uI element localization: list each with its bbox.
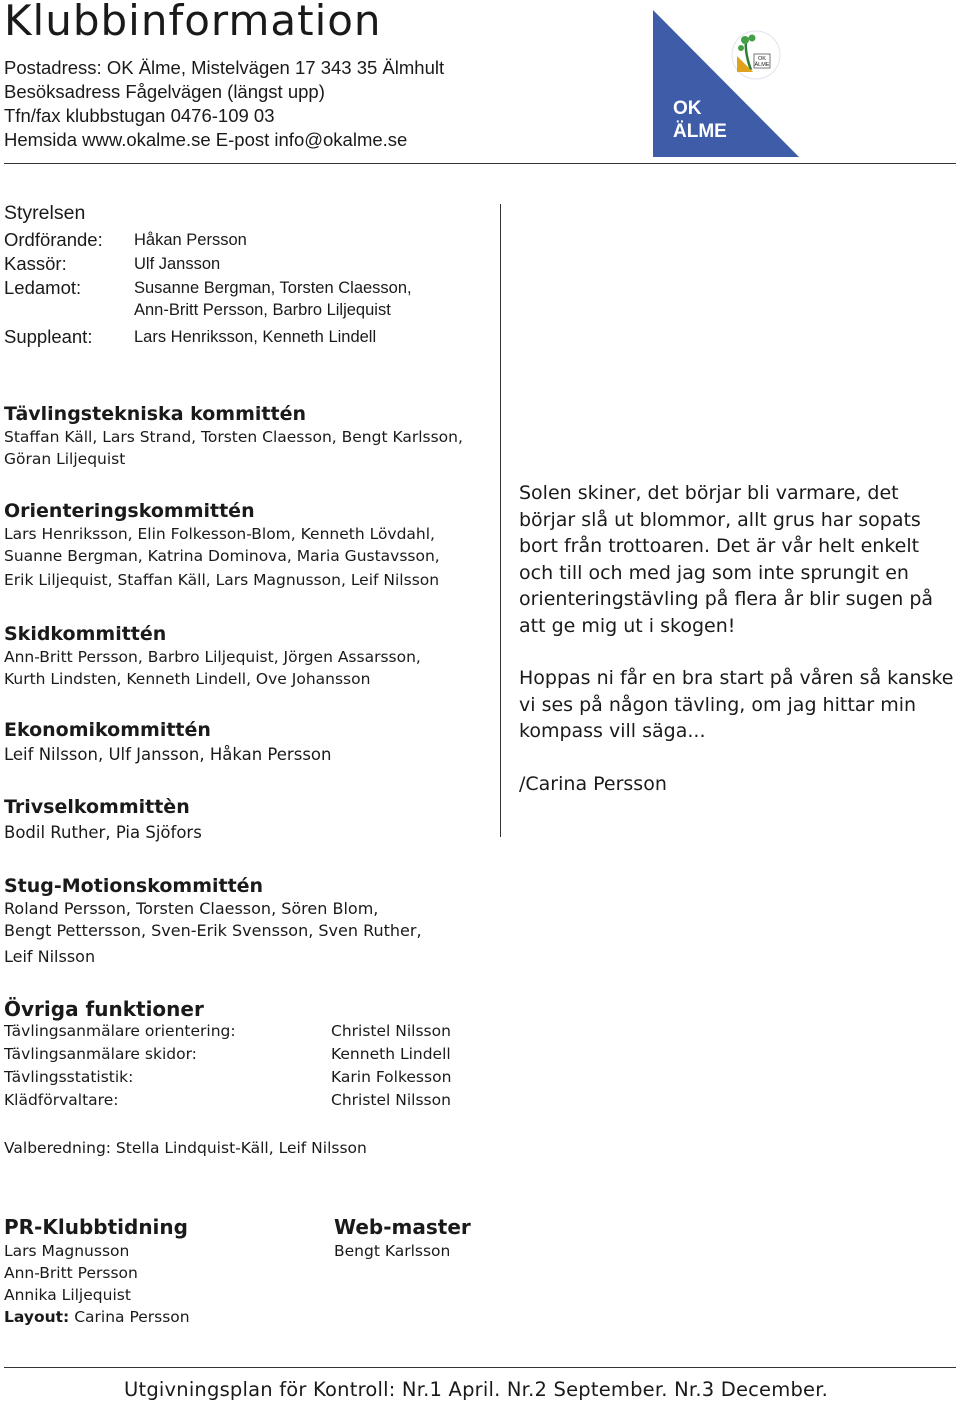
committee-line: Leif Nilsson, Ulf Jansson, Håkan Persson	[4, 745, 332, 764]
board-heading: Styrelsen	[4, 202, 86, 224]
column-divider	[500, 204, 501, 837]
note-signature: /Carina Persson	[519, 772, 667, 795]
committee-line: Erik Liljequist, Staffan Käll, Lars Magnusson, Leif Nilsson	[4, 571, 440, 589]
committee-heading: Tävlingstekniska kommittén	[4, 403, 306, 425]
committee-line: Suanne Bergman, Katrina Dominova, Maria Gustavsson,	[4, 547, 440, 565]
committee-tavling	[4, 403, 463, 470]
valberedning-line: Valberedning: Stella Lindquist-Käll, Leif Nilsson	[4, 1139, 367, 1157]
role-name: Karin Folkesson	[331, 1068, 452, 1086]
logo-badge-text1: OK	[758, 56, 766, 62]
pr-heading: PR-Klubbtidning	[4, 1215, 188, 1239]
club-logo	[653, 10, 799, 157]
pr-member: Lars Magnusson	[4, 1242, 130, 1260]
committee-heading: Ekonomikommittén	[4, 719, 211, 741]
pr-section	[4, 1215, 190, 1328]
pr-member: Annika Liljequist	[4, 1286, 131, 1304]
committee-stug	[4, 875, 422, 968]
committee-skid	[4, 623, 421, 690]
committee-line: Roland Persson, Torsten Claesson, Sören Blom,	[4, 899, 379, 918]
web-email-line: Hemsida www.okalme.se E-post info@okalme.se	[4, 129, 408, 150]
visit-address: Besöksadress Fågelvägen (längst upp)	[4, 81, 325, 102]
postal-address: Postadress: OK Älme, Mistelvägen 17 343 35 Älmhult	[4, 57, 445, 78]
footer-divider	[4, 1367, 956, 1368]
committee-line: Göran Liljequist	[4, 450, 126, 468]
editor-note	[519, 480, 959, 823]
publication-plan: Utgivningsplan för Kontroll: Nr.1 April. Nr.2 September. Nr.3 December.	[124, 1378, 829, 1401]
header-divider	[4, 163, 956, 164]
committee-orientering	[4, 500, 440, 591]
phone-line: Tfn/fax klubbstugan 0476-109 03	[4, 105, 275, 126]
committee-line: Lars Henriksson, Elin Folkesson-Blom, Kenneth Lövdahl,	[4, 525, 435, 543]
committee-heading: Trivselkommittèn	[4, 796, 190, 818]
logo-text-alme: ÄLME	[673, 121, 727, 142]
pr-member: Ann-Britt Persson	[4, 1264, 138, 1282]
committee-ekonomi	[4, 719, 331, 766]
web-section	[334, 1215, 471, 1262]
other-heading: Övriga funktioner	[4, 997, 204, 1021]
layout-label: Layout:	[4, 1308, 70, 1326]
logo-text-ok: OK	[673, 98, 702, 119]
member-value-1: Susanne Bergman, Torsten Claesson,	[134, 279, 412, 297]
role-label: Klädförvaltare:	[4, 1091, 119, 1109]
role-row	[4, 1066, 564, 1089]
logo-badge-text2: ÄLME	[754, 62, 770, 68]
committee-trivsel	[4, 796, 202, 844]
committee-heading: Stug-Motionskommittén	[4, 875, 264, 897]
treasurer-label: Kassör:	[4, 253, 67, 274]
role-name: Kenneth Lindell	[331, 1045, 451, 1063]
committee-line: Bengt Pettersson, Sven-Erik Svensson, Sven Ruther,	[4, 921, 422, 940]
committee-line: Ann-Britt Persson, Barbro Liljequist, Jörgen Assarsson,	[4, 648, 421, 666]
role-label: Tävlingsanmälare skidor:	[4, 1045, 197, 1063]
role-row	[4, 1089, 564, 1112]
committee-line: Staffan Käll, Lars Strand, Torsten Claesson, Bengt Karlsson,	[4, 428, 463, 446]
committee-heading: Orienteringskommittén	[4, 500, 255, 522]
role-name: Christel Nilsson	[331, 1091, 451, 1109]
role-label: Tävlingsstatistik:	[4, 1068, 134, 1086]
page-title: Klubbinformation	[4, 0, 382, 45]
role-row	[4, 1020, 564, 1043]
deputy-label: Suppleant:	[4, 326, 93, 347]
treasurer-value: Ulf Jansson	[134, 255, 221, 273]
web-heading: Web-master	[334, 1215, 471, 1239]
note-paragraph-2: Hoppas ni får en bra start på våren så kanske vi ses på någon tävling, om jag hittar min kompass vill säga...	[519, 667, 954, 742]
role-label: Tävlingsanmälare orientering:	[4, 1022, 236, 1040]
layout-name: Carina Persson	[69, 1308, 190, 1326]
member-label: Ledamot:	[4, 277, 82, 298]
member-value-2: Ann-Britt Persson, Barbro Liljequist	[134, 301, 391, 319]
deputy-value: Lars Henriksson, Kenneth Lindell	[134, 328, 377, 346]
chairman-label: Ordförande:	[4, 229, 103, 250]
committee-line: Bodil Ruther, Pia Sjöfors	[4, 823, 202, 842]
note-paragraph-1: Solen skiner, det börjar bli varmare, det börjar slå ut blommor, allt grus har sopats bort från trottoaren. Det är vår helt enkelt och till och med jag som inte sprungit en orienteringstävling på flera år blir sugen på att ge mig ut i skogen!	[519, 482, 934, 637]
committee-line: Leif Nilsson	[4, 947, 96, 966]
other-roles	[4, 1020, 564, 1112]
role-row	[4, 1043, 564, 1066]
address-block	[4, 56, 444, 152]
chairman-value: Håkan Persson	[134, 231, 247, 249]
committee-heading: Skidkommittén	[4, 623, 167, 645]
web-name: Bengt Karlsson	[334, 1242, 451, 1260]
role-name: Christel Nilsson	[331, 1022, 451, 1040]
committee-line: Kurth Lindsten, Kenneth Lindell, Ove Johansson	[4, 670, 371, 688]
pr-layout-line	[4, 1306, 190, 1328]
